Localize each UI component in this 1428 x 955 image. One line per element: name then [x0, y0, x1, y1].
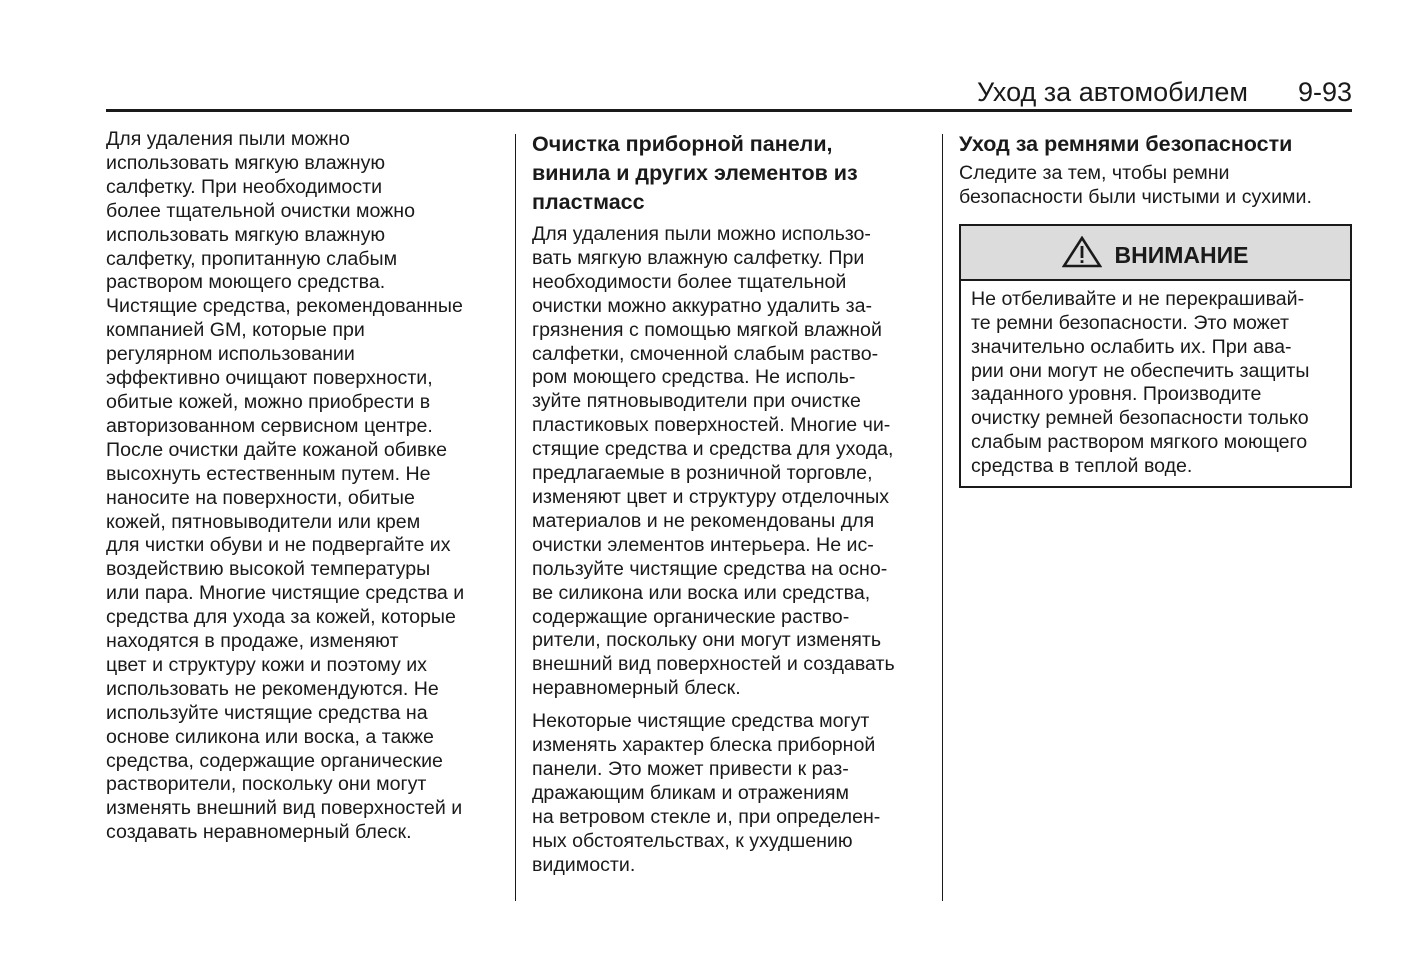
text-line: ром моющего средства. Не исполь-: [532, 366, 856, 389]
text-line: рии они могут не обеспечить защиты: [971, 359, 1310, 382]
text-line: более тщательной очистки можно: [106, 199, 415, 222]
text-line: цвет и структуру кожи и поэтому их: [106, 653, 427, 676]
text-line: для чистки обуви и не подвергайте их: [106, 534, 451, 557]
section-heading: [959, 130, 1352, 159]
text-line: наносите на поверхности, обитые: [106, 486, 415, 509]
warning-triangle-icon: [1062, 236, 1102, 268]
text-line: После очистки дайте кожаной обивке: [106, 438, 448, 461]
text-line: использовать не рекомендуются. Не: [106, 677, 439, 700]
text-line: панели. Это может привести к раз-: [532, 757, 849, 780]
text-line: ве силикона или воска или средства,: [532, 581, 871, 604]
text-line: видимости.: [532, 853, 636, 876]
warning-header: [961, 226, 1350, 281]
text-line: необходимости более тщательной: [532, 270, 847, 293]
warning-body: [961, 281, 1350, 486]
text-line: растворители, поскольку они могут: [106, 773, 427, 796]
text-line: салфетку. При необходимости: [106, 175, 383, 198]
text-line: содержащие органические раство-: [532, 605, 850, 628]
text-line: Чистящие средства, рекомендованные: [106, 295, 463, 318]
text-line: дражающим бликам и отражениям: [532, 781, 849, 804]
text-line: регулярном использовании: [106, 343, 355, 366]
text-line: очистки можно аккуратно удалить за-: [532, 294, 872, 317]
warning-box: [959, 224, 1352, 488]
text-line: вать мягкую влажную салфетку. При: [532, 246, 865, 269]
text-line: салфетку, пропитанную слабым: [106, 247, 398, 270]
text-line: использовать мягкую влажную: [106, 151, 386, 174]
heading-line: Уход за ремнями безопасности: [959, 132, 1293, 156]
header-rule: [106, 109, 1352, 112]
text-line: слабым раствором мягкого моющего: [971, 431, 1308, 454]
text-line: Не отбеливайте и не перекрашивай-: [971, 287, 1305, 310]
text-line: пластиковых поверхностей. Многие чи-: [532, 414, 891, 437]
column-dashboard-cleaning: [532, 128, 930, 877]
text-line: очистки элементов интерьера. Не ис-: [532, 533, 874, 556]
leather-care-paragraph: [106, 128, 502, 845]
text-line: безопасности были чистыми и сухими.: [959, 185, 1312, 208]
dashboard-paragraph-1: [532, 223, 930, 701]
section-title: Уход за автомобилем: [976, 77, 1248, 107]
text-line: компанией GM, которые при: [106, 319, 365, 342]
text-line: очистку ремней безопасности только: [971, 407, 1309, 430]
heading-line: Очистка приборной панели,: [532, 132, 833, 156]
text-line: раствором моющего средства.: [106, 271, 386, 294]
text-line: использовать мягкую влажную: [106, 223, 386, 246]
text-line: или пара. Многие чистящие средства и: [106, 582, 465, 605]
text-line: изменять внешний вид поверхностей и: [106, 797, 463, 820]
column-divider: [515, 134, 516, 901]
text-line: эффективно очищают поверхности,: [106, 367, 433, 390]
text-line: на ветровом стекле и, при определен-: [532, 805, 881, 828]
heading-line: пластмасс: [532, 190, 645, 214]
text-line: Для удаления пыли можно использо-: [532, 223, 871, 245]
text-line: грязнения с помощью мягкой влажной: [532, 318, 882, 341]
text-line: рители, поскольку они могут изменять: [532, 629, 882, 652]
text-line: высохнуть естественным путем. Не: [106, 462, 431, 485]
text-line: воздействию высокой температуры: [106, 558, 431, 581]
column-divider: [942, 134, 943, 901]
text-line: те ремни безопасности. Это может: [971, 311, 1289, 334]
seat-belt-intro: [959, 162, 1352, 210]
text-line: средства в теплой воде.: [971, 455, 1193, 478]
text-line: средства, содержащие органические: [106, 749, 443, 772]
heading-line: винила и других элементов из: [532, 161, 858, 185]
text-line: используйте чистящие средства на: [106, 701, 428, 724]
text-line: Следите за тем, чтобы ремни: [959, 162, 1230, 184]
text-line: зуйте пятновыводители при очистке: [532, 390, 861, 413]
column-leather-care: [106, 128, 502, 845]
text-line: находятся в продаже, изменяют: [106, 630, 399, 653]
dashboard-paragraph-2: [532, 710, 930, 877]
page-number: 9-93: [1297, 77, 1352, 107]
text-line: Для удаления пыли можно: [106, 128, 350, 150]
text-line: Некоторые чистящие средства могут: [532, 710, 870, 733]
text-line: значительно ослабить их. При ава-: [971, 335, 1292, 358]
column-seat-belt-care: [959, 128, 1352, 488]
text-line: предлагаемые в розничной торговле,: [532, 462, 873, 485]
text-line: заданного уровня. Производите: [971, 383, 1262, 406]
text-line: внешний вид поверхностей и создавать: [532, 653, 895, 676]
text-line: стящие средства и средства для ухода,: [532, 438, 894, 461]
text-line: изменяют цвет и структуру отделочных: [532, 485, 890, 508]
warning-label: ВНИМАНИЕ: [1114, 242, 1249, 269]
text-line: материалов и не рекомендованы для: [532, 509, 875, 532]
text-line: изменять характер блеска приборной: [532, 734, 876, 757]
text-line: средства для ухода за кожей, которые: [106, 606, 456, 629]
text-line: создавать неравномерный блеск.: [106, 821, 412, 844]
text-line: авторизованном сервисном центре.: [106, 414, 433, 437]
text-line: обитые кожей, можно приобрести в: [106, 390, 431, 413]
text-line: неравномерный блеск.: [532, 677, 741, 700]
text-line: пользуйте чистящие средства на осно-: [532, 557, 888, 580]
section-heading: [532, 130, 930, 217]
text-line: салфетки, смоченной слабым раство-: [532, 342, 879, 365]
text-line: кожей, пятновыводители или крем: [106, 510, 421, 533]
text-line: ных обстоятельствах, к ухудшению: [532, 829, 853, 852]
text-line: основе силикона или воска, а также: [106, 725, 434, 748]
